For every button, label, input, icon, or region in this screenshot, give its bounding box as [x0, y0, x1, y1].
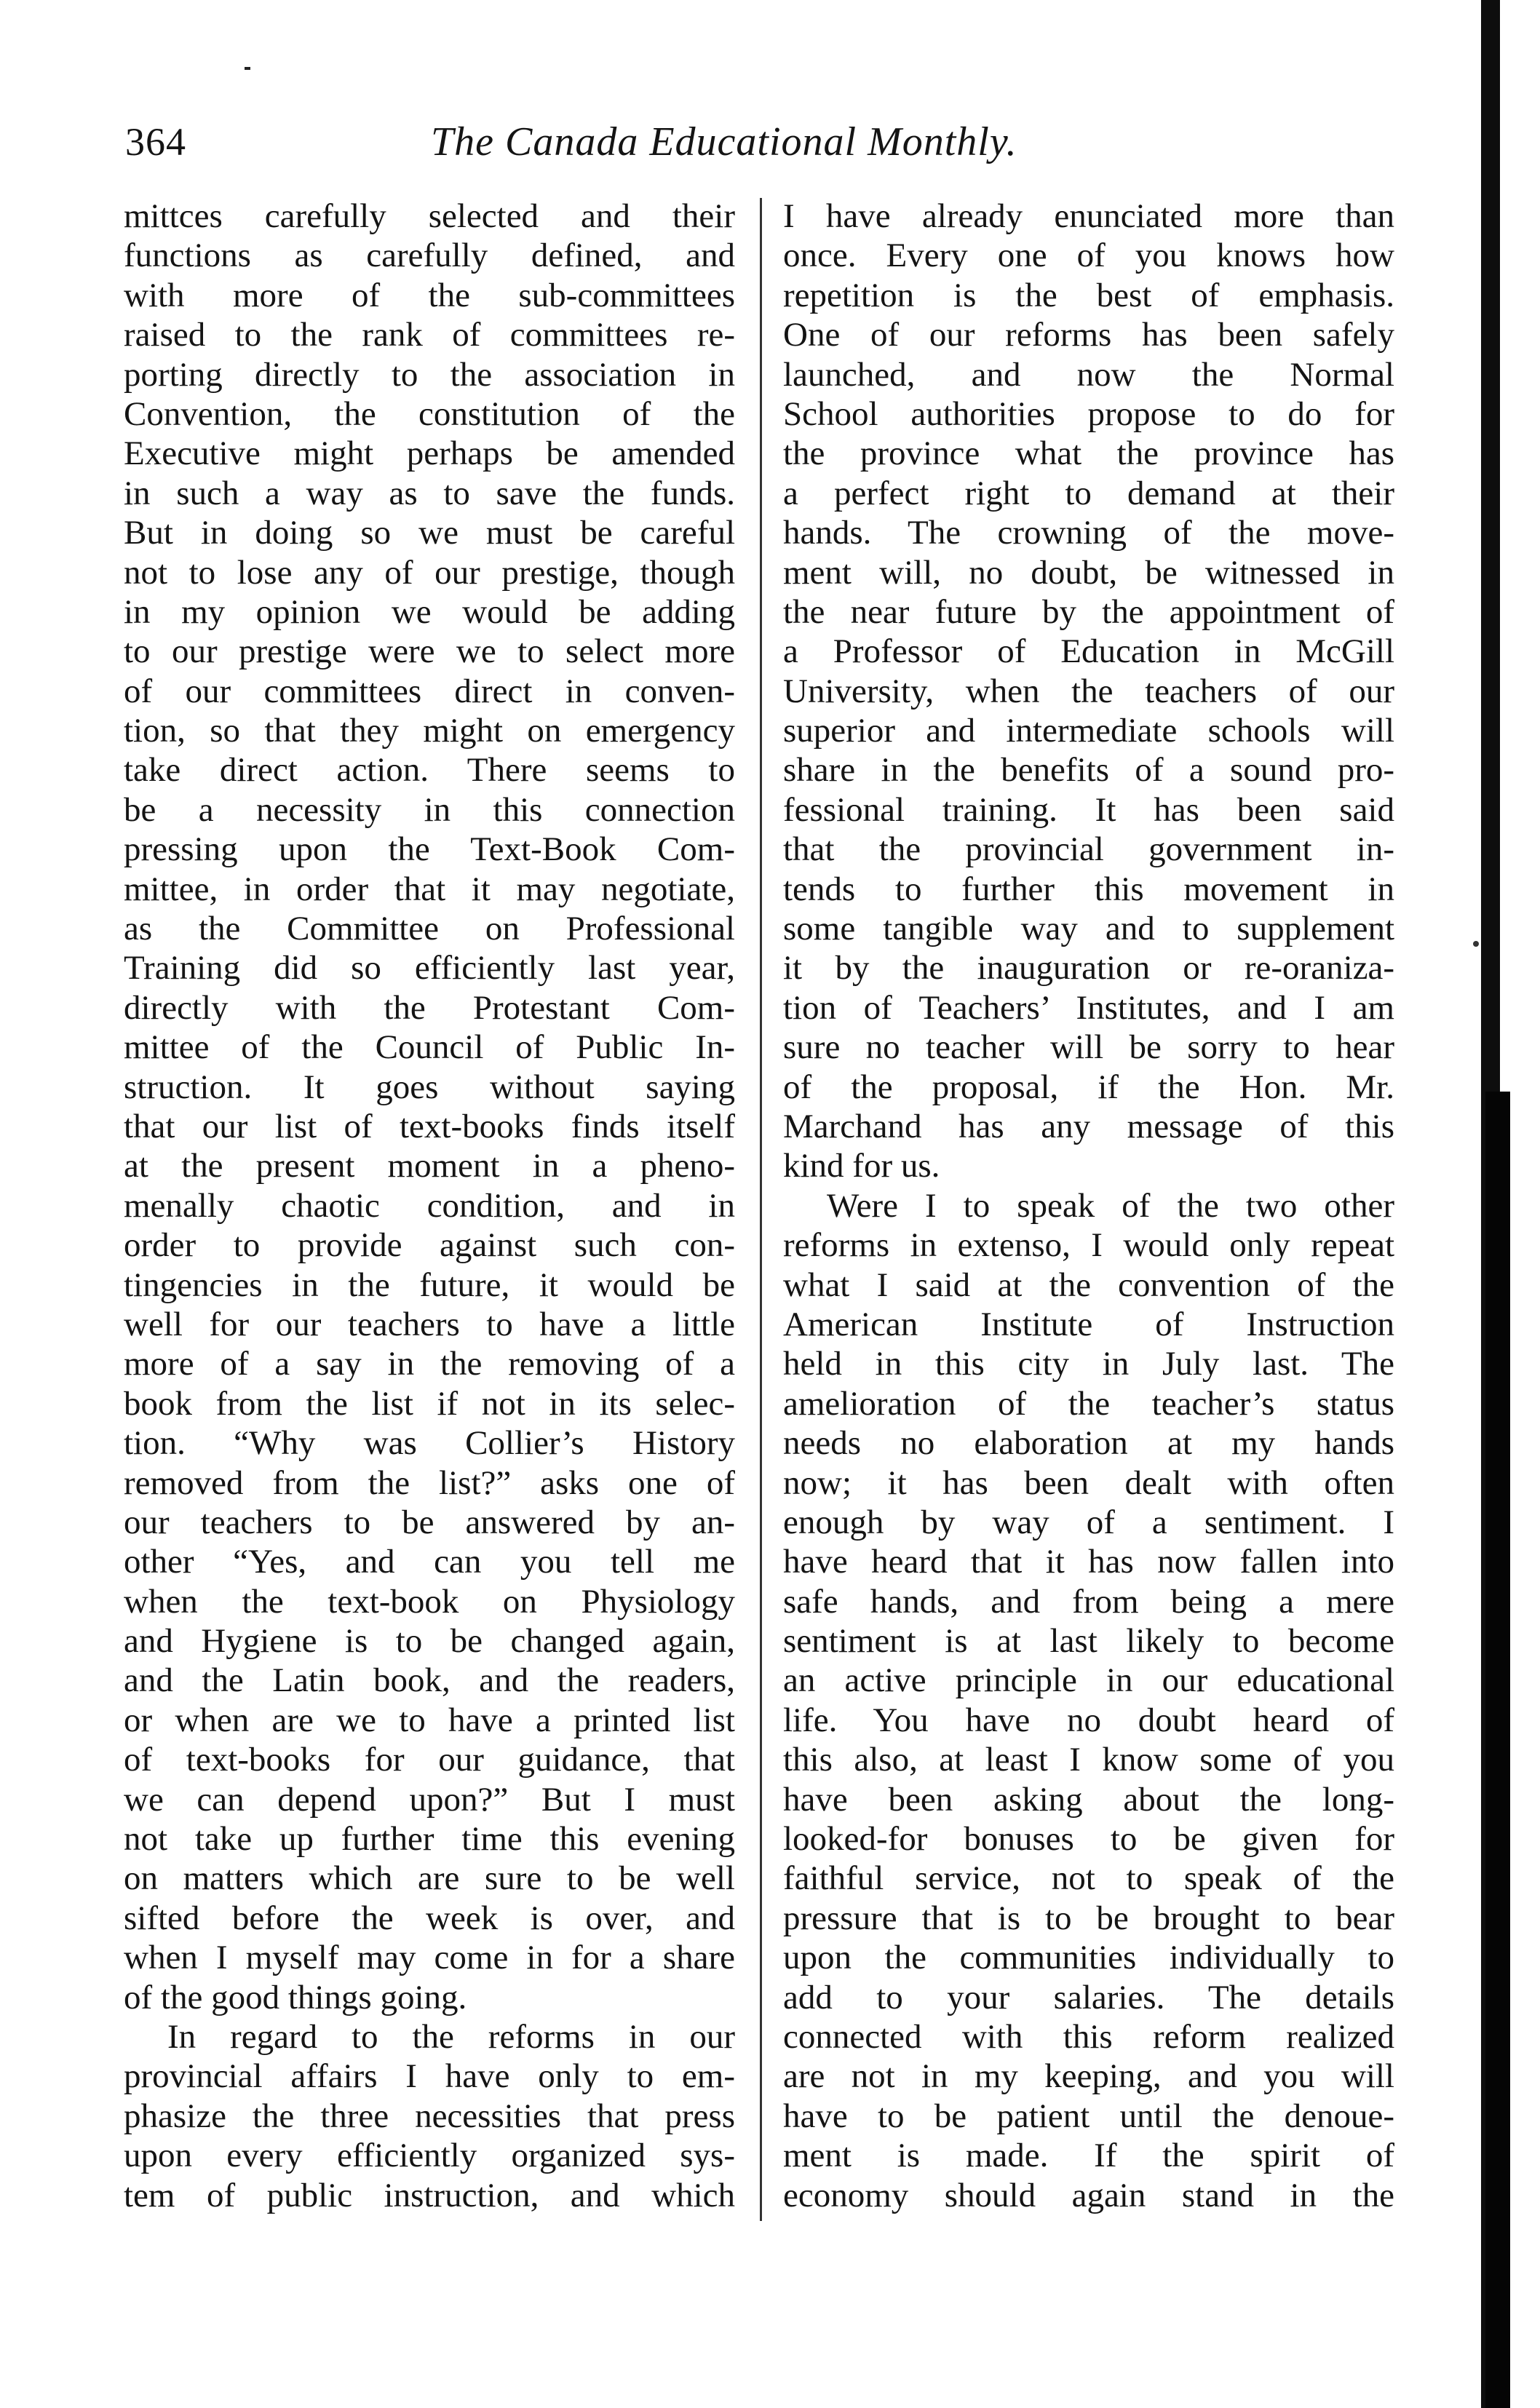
text-line: economy should again stand in the — [783, 2176, 1394, 2214]
text-line: in my opinion we would be adding — [124, 592, 735, 631]
text-line: porting directly to the association in — [124, 355, 735, 394]
text-line: mittee of the Council of Public In- — [124, 1028, 735, 1067]
text-line: when I myself may come in for a share — [124, 1939, 735, 1977]
text-line: be a necessity in this connection — [124, 790, 735, 829]
text-line: Marchand has any message of this — [783, 1107, 1394, 1145]
text-line: sentiment is at last likely to become — [783, 1622, 1394, 1661]
text-line: In regard to the reforms in our — [167, 2017, 735, 2056]
text-line: looked-for bonuses to be given for — [783, 1820, 1394, 1859]
text-line: menally chaotic condition, and in — [124, 1186, 735, 1225]
text-line: a perfect right to demand at their — [783, 474, 1394, 512]
text-line: connected with this reform realized — [783, 2017, 1394, 2056]
text-line: sure no teacher will be sorry to hear — [783, 1028, 1394, 1067]
text-line: of text-books for our guidance, that — [124, 1741, 735, 1779]
text-line: hands. The crowning of the move- — [783, 514, 1394, 552]
text-line: tem of public instruction, and which — [124, 2176, 735, 2214]
text-line: ment is made. If the spirit of — [783, 2137, 1394, 2175]
text-line: are not in my keeping, and you will — [783, 2057, 1394, 2096]
text-line: once. Every one of you knows how — [783, 237, 1394, 275]
text-line: tingencies in the future, it would be — [124, 1265, 735, 1304]
text-line: it by the inauguration or re-oraniza- — [783, 949, 1394, 988]
page-header — [125, 109, 1406, 175]
text-line: now; it has been dealt with often — [783, 1463, 1394, 1502]
text-line: pressure that is to be brought to bear — [783, 1899, 1394, 1937]
text-line: more of a say in the removing of a — [124, 1345, 735, 1383]
text-line: or when are we to have a printed list — [124, 1701, 735, 1739]
text-line: not take up further time this evening — [124, 1820, 735, 1859]
text-line: faithful service, not to speak of the — [783, 1859, 1394, 1898]
column-divider — [760, 198, 762, 2221]
text-line: add to your salaries. The details — [783, 1978, 1394, 2016]
text-line: launched, and now the Normal — [783, 355, 1394, 394]
text-line: well for our teachers to have a little — [124, 1305, 735, 1343]
text-line: mittces carefully selected and their — [124, 197, 735, 235]
text-line: sifted before the week is over, and — [124, 1899, 735, 1937]
page-edge-shadow-lower — [1485, 1092, 1510, 2408]
text-line: tion, so that they might on emergency — [124, 712, 735, 750]
text-line: our teachers to be answered by an- — [124, 1503, 735, 1541]
text-line: American Institute of Instruction — [783, 1305, 1394, 1343]
text-line: have heard that it has now fallen into — [783, 1543, 1394, 1581]
text-line: Executive might perhaps be amended — [124, 434, 735, 473]
text-line: mittee, in order that it may negotiate, — [124, 870, 735, 908]
text-line: life. You have no doubt heard of — [783, 1701, 1394, 1739]
text-line: But in doing so we must be careful — [124, 514, 735, 552]
text-line: in such a way as to save the funds. — [124, 474, 735, 512]
text-line: order to provide against such con- — [124, 1226, 735, 1265]
text-line: to our prestige were we to select more — [124, 632, 735, 671]
text-line: of the good things going. — [124, 1978, 467, 2016]
text-line: removed from the list?” asks one of — [124, 1463, 735, 1502]
text-line: University, when the teachers of our — [783, 672, 1394, 710]
text-line: Training did so efficiently last year, — [124, 949, 735, 988]
text-line: we can depend upon?” But I must — [124, 1780, 735, 1819]
text-line: Convention, the constitution of the — [124, 394, 735, 433]
text-line: the province what the province has — [783, 434, 1394, 473]
text-line: tion of Teachers’ Institutes, and I am — [783, 988, 1394, 1027]
text-line: and the Latin book, and the readers, — [124, 1661, 735, 1700]
text-line: this also, at least I know some of you — [783, 1741, 1394, 1779]
text-line: pressing upon the Text-Book Com- — [124, 830, 735, 869]
text-line: struction. It goes without saying — [124, 1068, 735, 1106]
text-line: share in the benefits of a sound pro- — [783, 751, 1394, 790]
text-line: have been asking about the long- — [783, 1780, 1394, 1819]
text-line: the near future by the appointment of — [783, 592, 1394, 631]
running-title: The Canada Educational Monthly. — [431, 119, 1017, 164]
text-line: with more of the sub-committees — [124, 276, 735, 314]
text-line: Were I to speak of the two other — [827, 1186, 1394, 1225]
text-line: tion. “Why was Collier’s History — [124, 1424, 735, 1463]
text-line: when the text-book on Physiology — [124, 1582, 735, 1621]
text-line: enough by way of a sentiment. I — [783, 1503, 1394, 1541]
text-line: that the provincial government in- — [783, 830, 1394, 869]
text-line: fessional training. It has been said — [783, 790, 1394, 829]
text-line: superior and intermediate schools will — [783, 712, 1394, 750]
text-line: other “Yes, and can you tell me — [124, 1543, 735, 1581]
text-line: ment will, no doubt, be witnessed in — [783, 553, 1394, 592]
text-line: have to be patient until the denoue- — [783, 2097, 1394, 2135]
text-line: not to lose any of our prestige, though — [124, 553, 735, 592]
text-line: tends to further this movement in — [783, 870, 1394, 908]
text-line: some tangible way and to supplement — [783, 910, 1394, 948]
text-line: I have already enunciated more than — [783, 197, 1394, 235]
text-line: held in this city in July last. The — [783, 1345, 1394, 1383]
text-line: that our list of text-books finds itself — [124, 1107, 735, 1145]
text-line: upon every efficiently organized sys- — [124, 2137, 735, 2175]
text-line: as the Committee on Professional — [124, 910, 735, 948]
text-line: directly with the Protestant Com- — [124, 988, 735, 1027]
text-line: of the proposal, if the Hon. Mr. — [783, 1068, 1394, 1106]
text-line: and Hygiene is to be changed again, — [124, 1622, 735, 1661]
right-column — [783, 196, 1394, 2215]
text-line: repetition is the best of emphasis. — [783, 276, 1394, 314]
margin-spot — [1473, 941, 1479, 947]
text-line: kind for us. — [783, 1147, 940, 1185]
text-line: upon the communities individually to — [783, 1939, 1394, 1977]
left-column — [124, 196, 735, 2215]
text-line: One of our reforms has been safely — [783, 316, 1394, 354]
text-line: on matters which are sure to be well — [124, 1859, 735, 1898]
text-line: amelioration of the teacher’s status — [783, 1384, 1394, 1423]
text-line: an active principle in our educational — [783, 1661, 1394, 1700]
text-line: safe hands, and from being a mere — [783, 1582, 1394, 1621]
text-line: needs no elaboration at my hands — [783, 1424, 1394, 1463]
text-line: provincial affairs I have only to em- — [124, 2057, 735, 2096]
ink-mark — [245, 67, 250, 70]
text-line: School authorities propose to do for — [783, 394, 1394, 433]
page-number: 364 — [125, 120, 186, 164]
text-line: a Professor of Education in McGill — [783, 632, 1394, 671]
text-line: what I said at the convention of the — [783, 1265, 1394, 1304]
text-line: book from the list if not in its selec- — [124, 1384, 735, 1423]
text-line: raised to the rank of committees re- — [124, 316, 735, 354]
text-line: of our committees direct in conven- — [124, 672, 735, 710]
text-line: functions as carefully defined, and — [124, 237, 735, 275]
text-line: phasize the three necessities that press — [124, 2097, 735, 2135]
text-line: take direct action. There seems to — [124, 751, 735, 790]
text-line: at the present moment in a pheno- — [124, 1147, 735, 1185]
text-line: reforms in extenso, I would only repeat — [783, 1226, 1394, 1265]
